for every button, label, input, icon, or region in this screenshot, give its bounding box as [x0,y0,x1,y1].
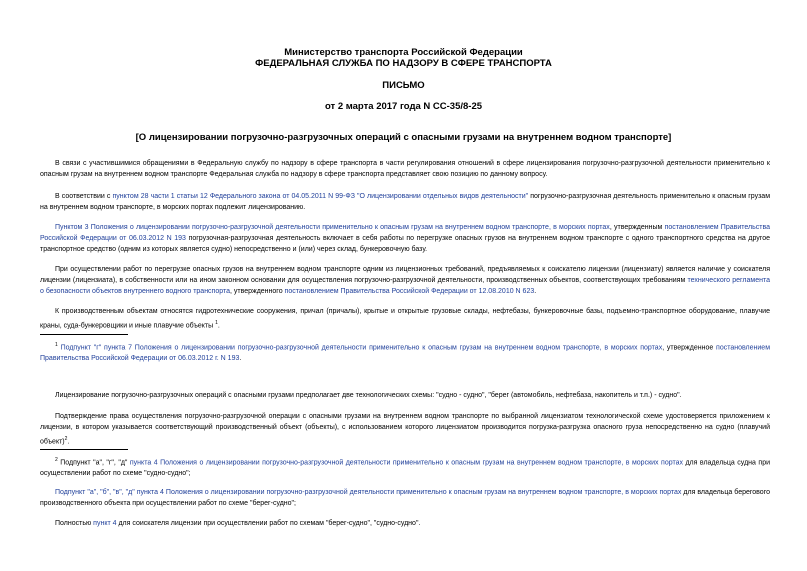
paragraph-7: Подтверждение права осуществления погрузочно-разгрузочной операции с опасными грузами на внутреннем водном транспорте по выбранной лицензиатом технологической схеме удостоверяется приложением к лицензии, в котором указывается соответствующий производственный объект (объекты), с использованием которого лицензиатом производится погрузка-разгрузка опасного груза непосредственно на судно (плавучий объект)$^2$. [40,413,770,445]
footnote-2: $^2$ Подпункт "а", "г", "д" пункта 4 Положения о лицензировании погрузочно-разгрузочной деятельности применительно к опасным грузам на внутреннем водном транспорте, в морских портах для владельца судна при осуществлении работ по схеме "судно-судно"; [40,457,770,478]
link-footnote-1-regulation[interactable]: Подпункт "г" пункта 7 Положения о лицензировании погрузочно-разгрузочной деятельности применительно к опасным грузам на внутреннем водном транспорте, в морских портах [60,344,663,352]
paragraph-4: При осуществлении работ по перегрузке опасных грузов на внутреннем водном транспорте одним из лицензионных требований, предъявляемых к соискателю лицензии (лицензиату) является наличие у соискателя лицензии (лицензиата), в собственности или на ином законном основании для осуществления погрузочно-разгрузочной деятельности, производственных объектов, соответствующих требованиям технического регламента о безопасности объектов внутреннего водного транспорта, утвержденного постановлением Правительства Российской Федерации от 12.08.2010 N 623. [40,266,771,295]
link-footnote-3-regulation[interactable]: Подпункт "а", "б", "в", "д" пункта 4 Положения о лицензировании погрузочно-разгрузочной деятельности применительно к опасным грузам на внутреннем водном транспорте, в морских портах [55,489,682,496]
document-type: ПИСЬМО [382,80,425,91]
paragraph-3: Пунктом 3 Положения о лицензировании погрузочно-разгрузочной деятельности применительно к опасным грузам на внутреннем водном транспорте, в морских портах, утвержденным постановлением Правительства Российской Федерации от 06.03.2012 N 193 погрузочная-разгрузочная деятельность включает в себя работы по перегрузке опасных грузов на внутреннем водном транспорте с одного транспортного средства на другое транспортное средство (одним из которых является судно) непосредственно и (или) через склад, бункеровочную базу. [40,224,771,253]
service-title: ФЕДЕРАЛЬНАЯ СЛУЖБА ПО НАДЗОРУ В СФЕРЕ ТРАНСПОРТА [255,58,552,69]
footnote-marker-2: 2 [64,435,68,442]
link-decree-193[interactable]: постановлением Правительства Российской Федерации от 06.03.2012 N 193 [40,224,771,242]
document-date-number: от 2 марта 2017 года N СС-35/8-25 [324,101,483,112]
link-law-99-fz[interactable]: пунктом 28 части 1 статьи 12 Федерального закона от 04.05.2011 N 99-ФЗ "О лицензировании отдельных видов деятельности" [112,193,529,200]
footnote-1: $^1$ Подпункт "г" пункта 7 Положения о лицензировании погрузочно-разгрузочной деятельности применительно к опасным грузам на внутреннем водном транспорте, в морских портах, утвержденное постановлением Правительства Российской Федерации от 06.03.2012 г. N 193. [40,342,771,363]
footnote-divider-1 [40,334,128,335]
link-regulation-point-3[interactable]: Пунктом 3 Положения о лицензировании погрузочно-разгрузочной деятельности применительно к опасным грузам на внутреннем водном транспорте, в морских портах [55,224,610,231]
link-footnote-4-point-4[interactable]: пункт 4 [93,520,117,527]
link-footnote-2-regulation[interactable]: пункта 4 Положения о лицензировании погрузочно-разгрузочной деятельности применительно к опасным грузам на внутреннем водном транспорте, в морских портах [129,459,683,467]
link-footnote-1-decree[interactable]: постановлением Правительства Российской Федерации от 06.03.2012 г. N 193 [40,344,771,363]
link-technical-regulation[interactable]: технического регламента о безопасности объектов внутреннего водного транспорта [40,276,771,295]
paragraph-6: Лицензирование погрузочно-разгрузочных операций с опасными грузами предполагает две технологических схемы: "судно - судно", "берег (автомобиль, нефтебаза, накопитель и т.п.) - судно". [55,392,682,399]
ministry-title: Министерство транспорта Российской Федерации [284,47,523,58]
footnote-2-marker: 2 [55,457,58,463]
footnote-1-marker: 1 [55,342,58,348]
link-decree-623[interactable]: постановлением Правительства Российской Федерации от 12.08.2010 N 623 [284,287,535,295]
footnote-4: Полностью пункт 4 для соискателя лицензии при осуществлении работ по схемам "берег-судно", "судно-судно". [55,520,421,527]
footnote-divider-2 [40,449,128,450]
footnote-3: Подпункт "а", "б", "в", "д" пункта 4 Положения о лицензировании погрузочно-разгрузочной деятельности применительно к опасным грузам на внутреннем водном транспорте, в морских портах для владельца берегового производственного объекта при осуществлении работ по схеме "берег-судно"; [40,489,770,507]
footnote-marker-1: 1 [215,319,218,326]
paragraph-2: В соответствии с пунктом 28 части 1 статьи 12 Федерального закона от 04.05.2011 N 99-ФЗ "О лицензировании отдельных видов деятельности" погрузочно-разгрузочная деятельность применительно к опасным грузам на внутреннем водном транспорте, в морских портах подлежит лицензированию. [40,193,771,211]
paragraph-1: В связи с участившимися обращениями в Федеральную службу по надзору в сфере транспорта в части регулирования отношений в сфере лицензирования погрузочно-разгрузочной деятельности применительно к опасным грузам на внутреннем водном транспорте Федеральная служба по надзору в сфере транспорта представляет свою позицию по данному вопросу. [40,160,770,178]
document-subject: [О лицензировании погрузочно-разгрузочных операций с опасными грузами на внутреннем водном транспорте] [135,132,672,143]
paragraph-5: К производственным объектам относятся гидротехнические сооружения, причал (причалы), крытые и открытые грузовые склады, нефтебазы, бункеровочные базы, подъемно-транспортное оборудование, плавучие краны, суда-бункеровщики и иные плавучие объекты $^1$. [40,308,770,330]
